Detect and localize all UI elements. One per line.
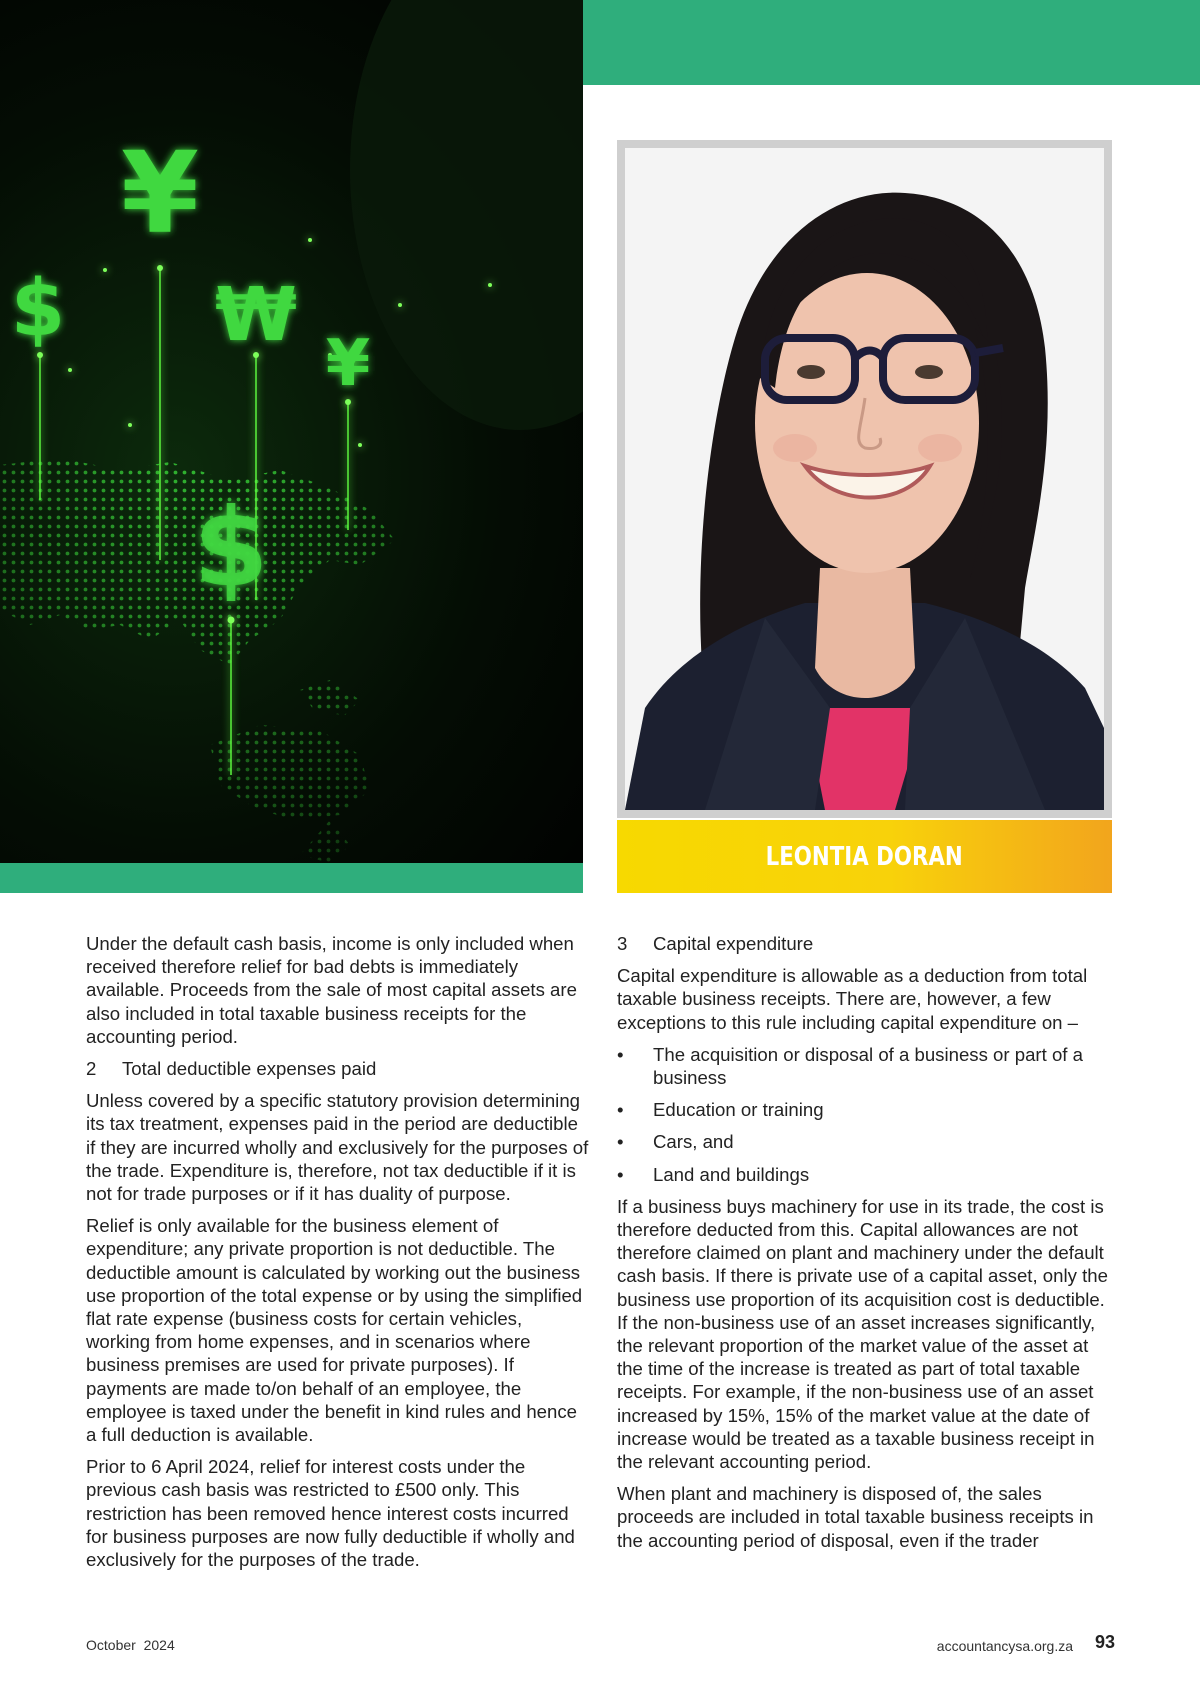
footer-date: October 2024 [86, 1637, 175, 1653]
bullet-icon: • [617, 1163, 624, 1185]
list-item-text: Education or training [653, 1099, 824, 1121]
paragraph: Prior to 6 April 2024, relief for interest costs under the previous cash basis was restricted to £500 only. This restriction has been removed hence interest costs incurred for business purposes are now fully deductible if wholly and exclusively for the purposes of the trade. [86, 1456, 575, 1571]
portrait-photo [625, 148, 1104, 810]
hero-illustration [0, 0, 583, 863]
yen-symbol-small-icon: ¥ [325, 327, 371, 401]
portrait-illustration [625, 148, 1104, 810]
dollar-symbol-large-icon: $ [193, 486, 269, 611]
dollar-symbol-icon: $ [10, 264, 66, 354]
background-shadow [350, 0, 583, 430]
section-number: 2 [86, 1058, 97, 1080]
list-item [617, 1163, 1117, 1186]
page-number: 93 [1094, 1632, 1115, 1652]
yen-symbol-icon: ¥ [121, 129, 199, 259]
won-symbol-icon: ₩ [215, 272, 297, 358]
left-text-column [86, 932, 591, 1580]
section-number: 3 [617, 933, 628, 954]
paragraph: Under the default cash basis, income is only included when received therefore relief for bad debts is immediately available. Proceeds from the sale of most capital assets are also included in total taxable business receipts for the accounting period. [86, 933, 577, 1047]
section-title: Capital expenditure [653, 933, 814, 954]
list-item [617, 1043, 1117, 1089]
author-name: LEONTIA DORAN [765, 841, 964, 872]
paragraph: Capital expenditure is allowable as a deduction from total taxable business receipts. There are, however, a few exceptions to this rule including capital expenditure on – [617, 965, 1088, 1033]
exception-list [617, 1043, 1117, 1186]
list-item-text: The acquisition or disposal of a business or part of a business [653, 1043, 1083, 1089]
name-caption-bar [617, 820, 1112, 893]
list-item [617, 1130, 1117, 1153]
hero-accent-band [0, 863, 583, 893]
header-accent-band [583, 0, 1200, 85]
section-title: Total deductible expenses paid [122, 1058, 377, 1080]
bullet-icon: • [617, 1131, 624, 1153]
bullet-icon: • [617, 1099, 624, 1121]
list-item [617, 1098, 1117, 1121]
list-item-text: Land and buildings [653, 1163, 810, 1185]
paragraph: When plant and machinery is disposed of, the sales proceeds are included in total taxable business receipts in the accounting period of disposal, even if the trader [617, 1483, 1094, 1551]
portrait-frame [617, 140, 1112, 818]
list-item-text: Cars, and [653, 1131, 734, 1153]
footer-website-link[interactable]: accountancysa.org.za [936, 1638, 1073, 1654]
bullet-icon: • [617, 1043, 624, 1065]
section-heading-2 [86, 1057, 591, 1080]
paragraph: If a business buys machinery for use in its trade, the cost is therefore deducted from this. Capital allowances are not therefore claimed on plant and machinery under the default cash basis. If there is private use of a capital asset, only the business use proportion of its acquisition cost is deductible. If the non-business use of an asset increases significantly, the relevant proportion of the market value of the asset at the time of the increase is treated as part of total taxable receipts. For example, if the non-business use of an asset increased by 15%, 15% of the market value at the date of increase would be treated as a taxable business receipt in the relevant accounting period. [617, 1195, 1108, 1473]
section-heading-3 [617, 932, 1117, 955]
currency-map-graphic [0, 0, 583, 863]
right-text-column [617, 932, 1117, 1561]
paragraph: Relief is only available for the business element of expenditure; any private proportion is not deductible. The deductible amount is calculated by working out the business use proportion of the total expense or by using the simplified flat rate expense (business costs for certain vehicles, working from home expenses, and in scenarios where business premises are used for private purposes). If payments are made to/on behalf of an employee, the employee is taxed under the benefit in kind rules and hence a full deduction is available. [86, 1215, 583, 1446]
paragraph: Unless covered by a specific statutory provision determining its tax treatment, expenses paid in the period are deductible if they are incurred wholly and exclusively for the purposes of the trade. Expenditure is, therefore, not tax deductible if it is not for trade purposes or if it has duality of purpose. [86, 1090, 589, 1205]
